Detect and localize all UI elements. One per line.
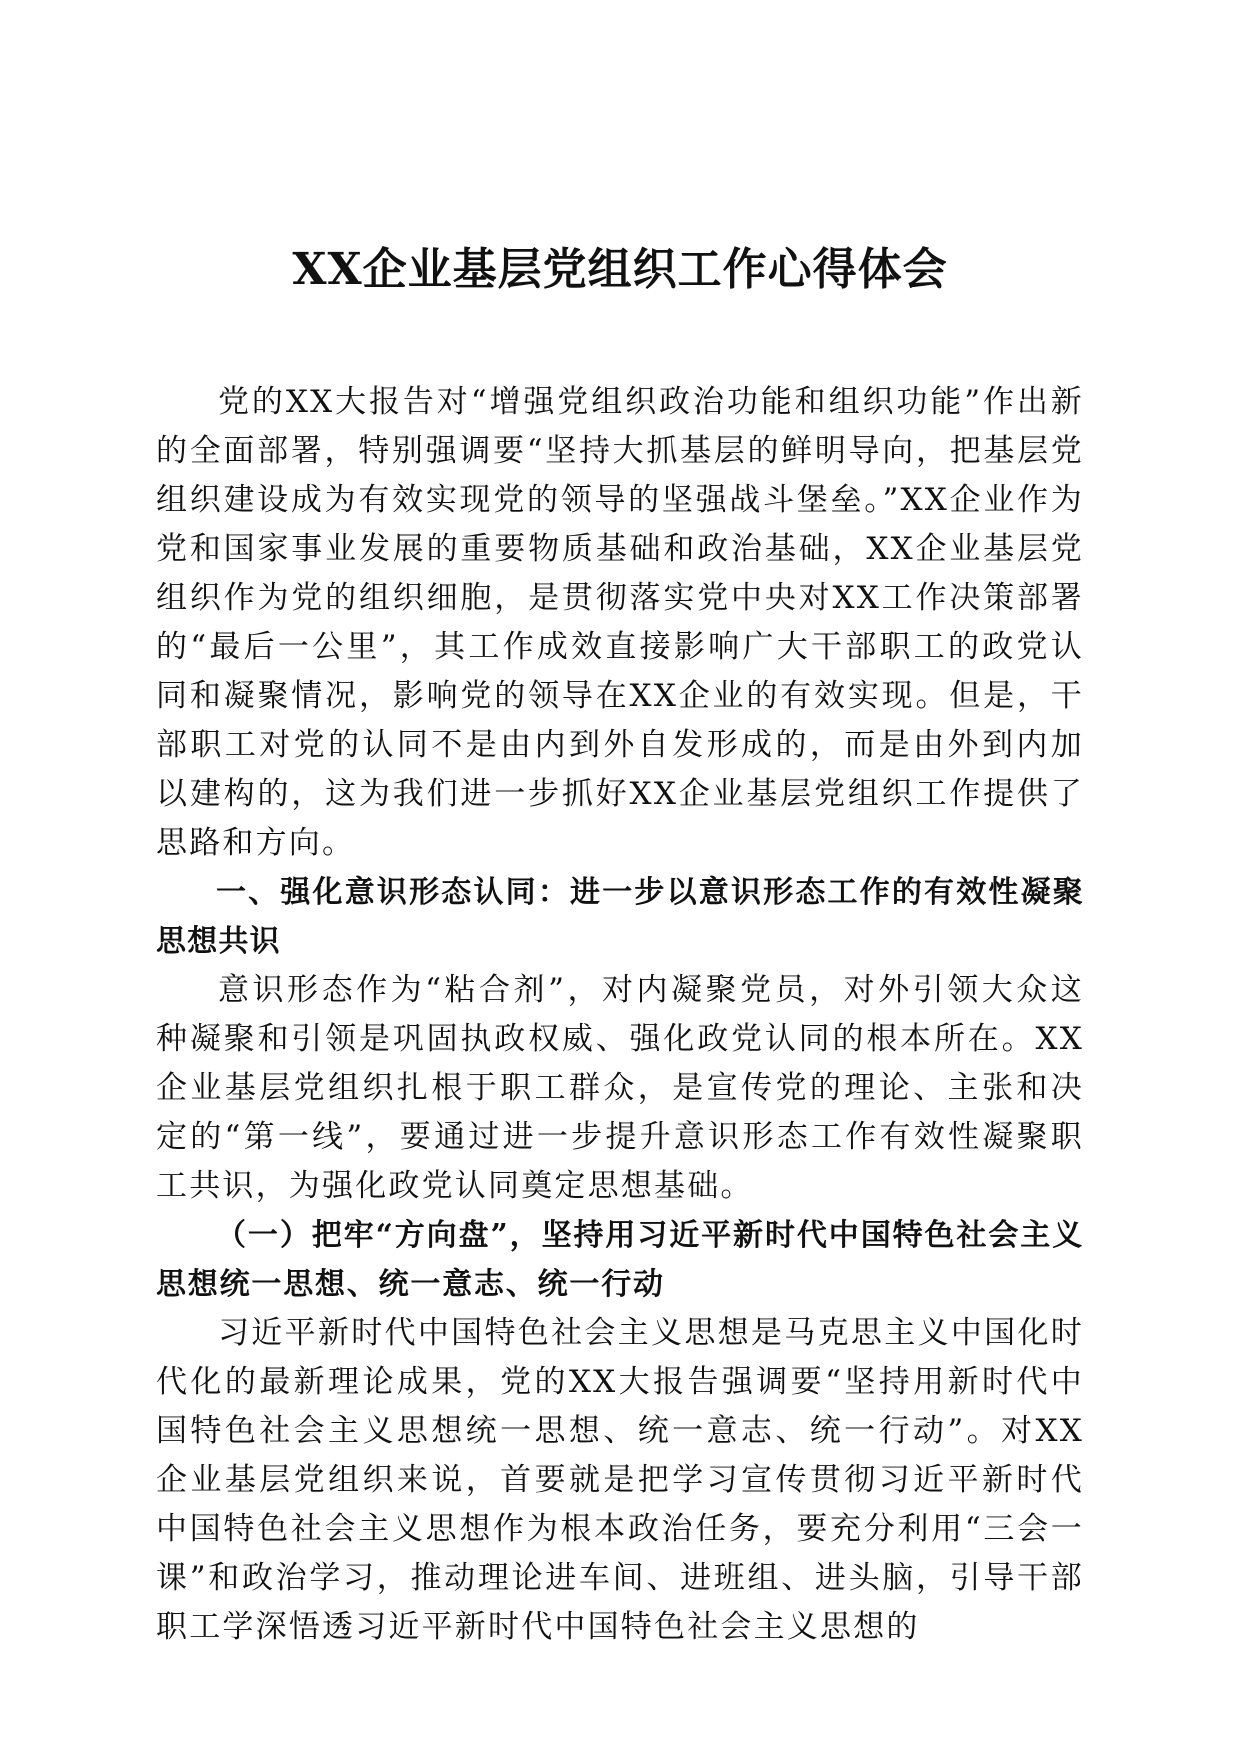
document-title: XX企业基层党组织工作心得体会 [292,244,948,295]
section-1-paragraph: 意识形态作为“粘合剂”，对内凝聚党员，对外引领大众这种凝聚和引领是巩固执政权威、强化政党认同的根本所在。XX企业基层党组织扎根于职工群众，是宣传党的理论、主张和决定的“第一线”，要通过进一步提升意识形态工作有效性凝聚职工共识，为强化政党认同奠定思想基础。 [156,972,1084,1204]
intro-paragraph: 党的XX大报告对“增强党组织政治功能和组织功能”作出新的全面部署，特别强调要“坚持大抓基层的鲜明导向，把基层党组织建设成为有效实现党的领导的坚强战斗堡垒。”XX企业作为党和国家事业发展的重要物质基础和政治基础，XX企业基层党组织作为党的组织细胞，是贯彻落实党中央对XX工作决策部署的“最后一公里”，其工作成效直接影响广大干部职工的政党认同和凝聚情况，影响党的领导在XX企业的有效实现。但是，干部职工对党的认同不是由内到外自发形成的，而是由外到内加以建构的，这为我们进一步抓好XX企业基层党组织工作提供了思路和方向。 [156,384,1084,861]
subsection-1-heading: （一）把牢“方向盘”，坚持用习近平新时代中国特色社会主义思想统一思想、统一意志、统一行动 [156,1218,1084,1302]
section-1-heading: 一、强化意识形态认同：进一步以意识形态工作的有效性凝聚思想共识 [156,875,1084,959]
subsection-1-paragraph: 习近平新时代中国特色社会主义思想是马克思主义中国化时代化的最新理论成果，党的XX大报告强调要“坚持用新时代中国特色社会主义思想统一思想、统一意志、统一行动”。对XX企业基层党组织来说，首要就是把学习宣传贯彻习近平新时代中国特色社会主义思想作为根本政治任务，要充分利用“三会一课”和政治学习，推动理论进车间、进班组、进头脑，引导干部职工学深悟透习近平新时代中国特色社会主义思想的 [156,1315,1084,1645]
document-body [156,378,1084,1652]
